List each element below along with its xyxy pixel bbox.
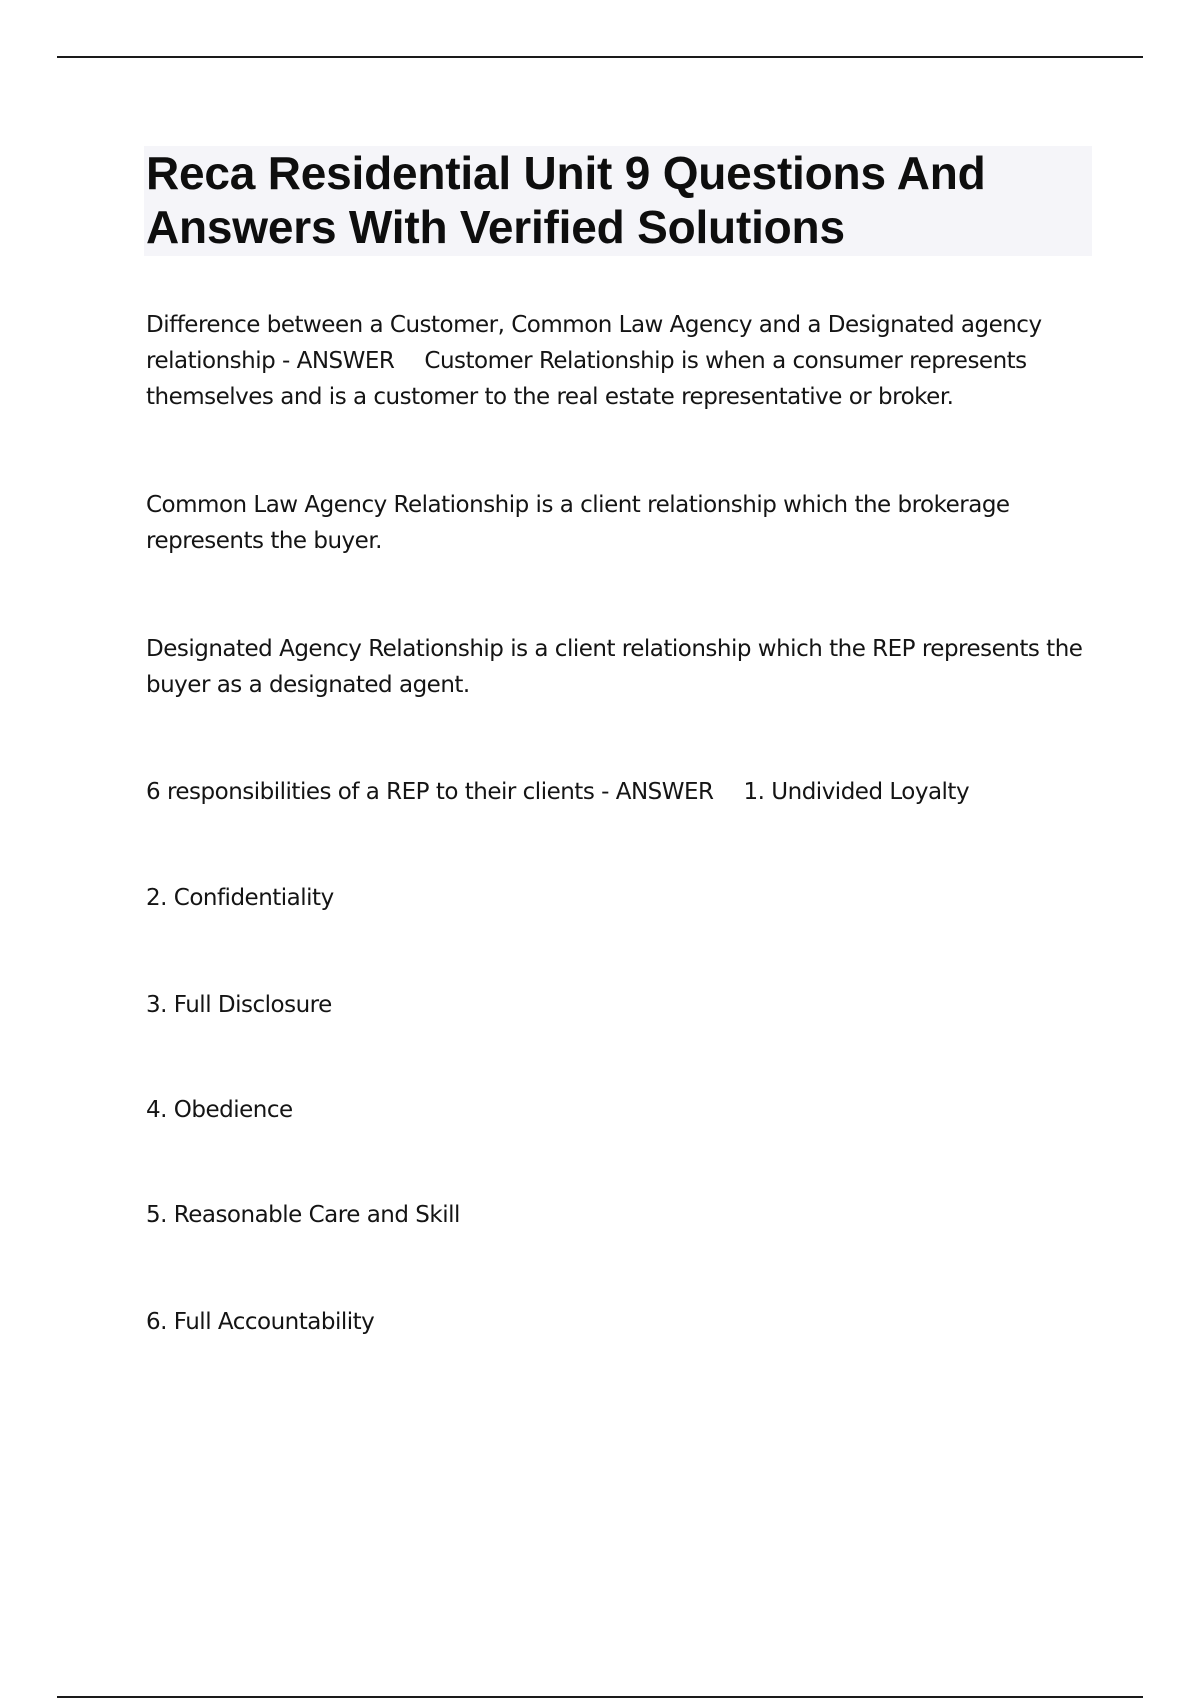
footer-rule xyxy=(57,1696,1143,1698)
paragraph-designated-agency: Designated Agency Relationship is a client relationship which the REP represents the buyer as a designated agent. xyxy=(146,636,1090,698)
list-item: 5. Reasonable Care and Skill xyxy=(146,1202,460,1228)
paragraph-common-law: Common Law Agency Relationship is a client relationship which the brokerage represents the buyer. xyxy=(146,492,1017,554)
list-item: 3. Full Disclosure xyxy=(146,992,332,1018)
qa-block-1 xyxy=(146,307,1091,415)
question-text: Difference between a Customer, Common Law Agency and a Designated agency relationship - ANSWER xyxy=(146,312,1049,374)
question-text: 6 responsibilities of a REP to their clients - ANSWER xyxy=(146,779,714,805)
answer-text: Customer Relationship is when a consumer represents themselves and is a customer to the real estate representative or broker. xyxy=(146,348,1034,410)
list-item: 4. Obedience xyxy=(146,1097,293,1123)
header-rule xyxy=(57,56,1143,58)
document-title: Reca Residential Unit 9 Questions And Answers With Verified Solutions xyxy=(146,147,986,253)
list-item: 2. Confidentiality xyxy=(146,885,334,911)
qa-block-2 xyxy=(146,774,1091,810)
answer-text: 1. Undivided Loyalty xyxy=(743,779,970,805)
list-item: 6. Full Accountability xyxy=(146,1309,375,1335)
